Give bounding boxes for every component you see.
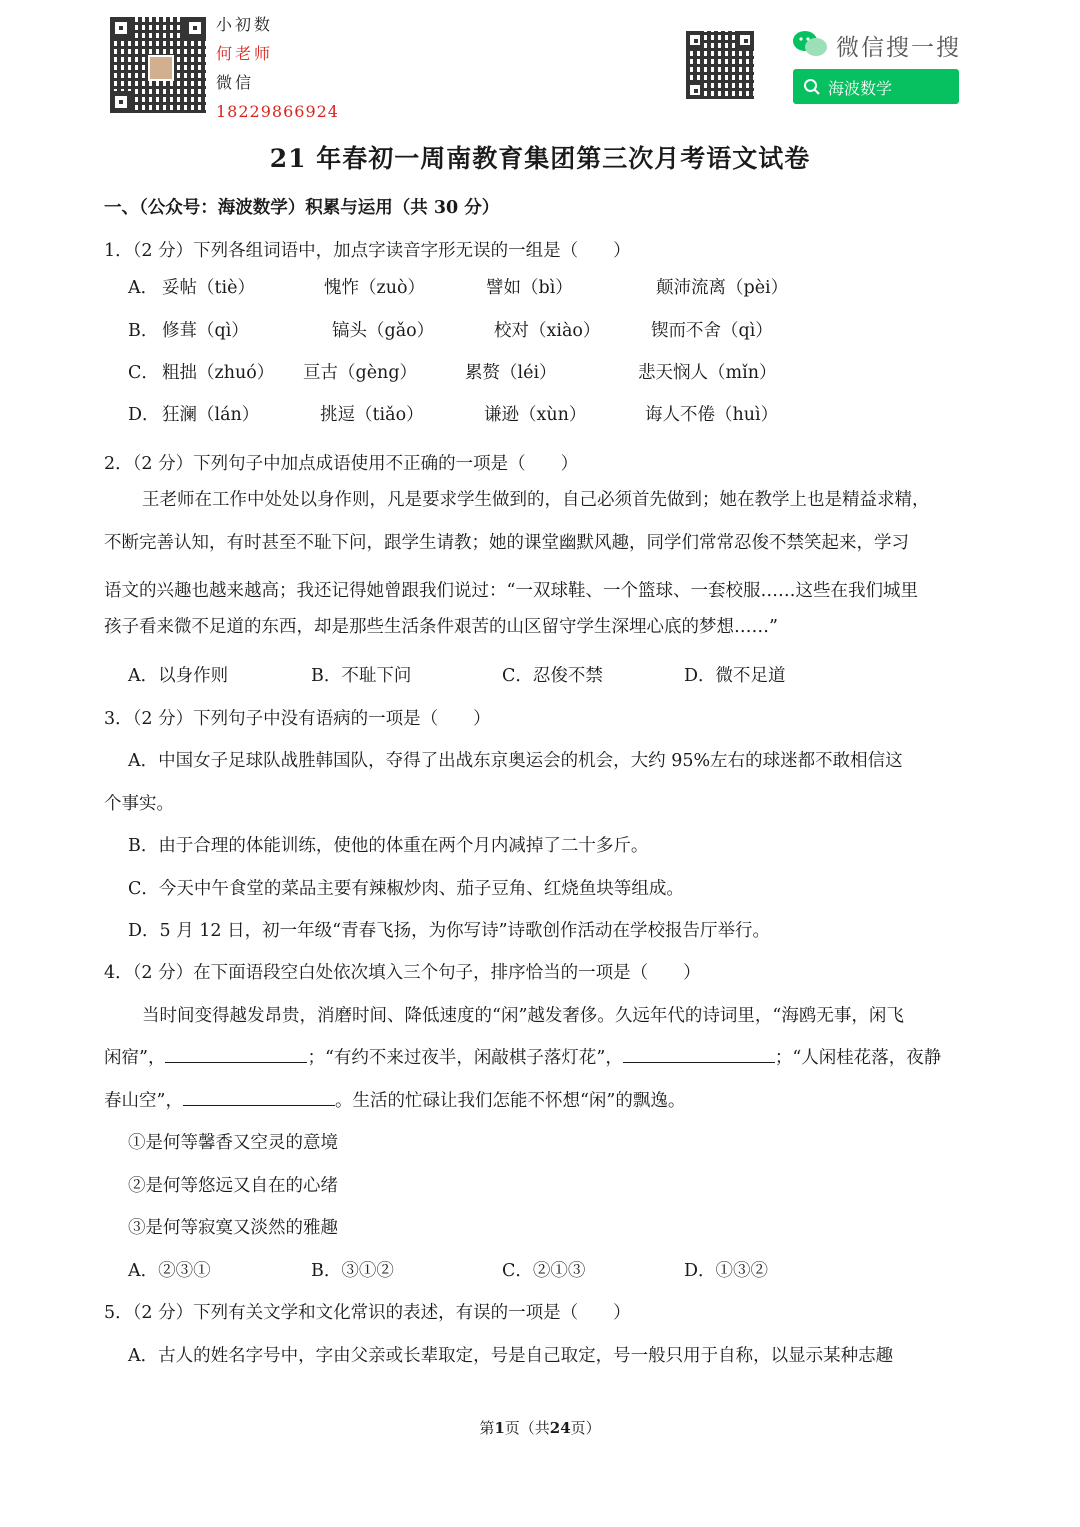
page-title: 21 年春初一周南教育集团第三次月考语文试卷: [269, 144, 811, 173]
choice-option-cont: 个事实。: [104, 794, 174, 814]
option-label: D．: [128, 405, 160, 425]
choice-option: B．由于合理的体能训练，使他的体重在两个月内减掉了二十多斤。: [128, 836, 649, 856]
choice-option: B．不耻下问: [311, 666, 412, 686]
choice-option: C．忍俊不禁: [502, 666, 603, 686]
contact-info: [216, 10, 339, 126]
page-total: 24: [549, 1419, 571, 1437]
option-item: 粗拙（zhuó）: [162, 363, 275, 383]
search-title: 微信搜一搜: [836, 35, 961, 61]
passage-text: 。生活的忙碌让我们怎能不怀想“闲”的飘逸。: [334, 1091, 686, 1111]
passage-line: 当时间变得越发昂贵，消磨时间、降低速度的“闲”越发奢侈。久远年代的诗词里，“海鸥无事，闲飞: [142, 1006, 904, 1026]
contact-phone: 18229866924: [216, 102, 339, 121]
option-item: 诲人不倦（huì）: [645, 405, 779, 425]
choice-option: D．微不足道: [684, 666, 786, 686]
question-stem: 5．（2 分）下列有关文学和文化常识的表述，有误的一项是（ ）: [104, 1303, 631, 1323]
option-item: 譬如（bì）: [486, 278, 573, 298]
option-label: B．: [128, 321, 159, 341]
footer-text: 页）: [570, 1419, 601, 1437]
sentence-option: ③是何等寂寞又淡然的雅趣: [128, 1218, 338, 1238]
option-label: C．: [128, 363, 159, 383]
passage-text: ；“人闲桂花落，夜静: [774, 1048, 942, 1068]
choice-option: A．古人的姓名字号中，字由父亲或长辈取定，号是自己取定，号一般只用于自称，以显示某种志趣: [128, 1346, 894, 1366]
footer-text: 页（共: [504, 1419, 550, 1437]
question-stem: 2．（2 分）下列句子中加点成语使用不正确的一项是（ ）: [104, 454, 579, 474]
section-heading: 一、（公众号：海波数学）积累与运用（共 30 分）: [104, 198, 500, 218]
choice-option: A．②③①: [128, 1261, 211, 1281]
contact-qr-code: [110, 17, 206, 113]
footer-text: 第: [479, 1419, 495, 1437]
option-item: 谦逊（xùn）: [484, 405, 587, 425]
choice-option: B．③①②: [311, 1261, 394, 1281]
passage-line: [104, 1044, 941, 1069]
sentence-option: ①是何等馨香又空灵的意境: [128, 1133, 338, 1153]
page-footer: [0, 1417, 1080, 1438]
choice-option: D．5 月 12 日，初一年级“青春飞扬，为你写诗”诗歌创作活动在学校报告厅举行。: [128, 921, 771, 941]
option-item: 镐头（gǎo）: [332, 321, 435, 341]
search-button[interactable]: [793, 69, 959, 104]
sentence-option: ②是何等悠远又自在的心绪: [128, 1176, 338, 1196]
passage-text: 春山空”，: [104, 1091, 183, 1111]
blank-line[interactable]: [623, 1044, 775, 1063]
option-item: 悲天悯人（mǐn）: [638, 363, 777, 383]
question-stem: 4．（2 分）在下面语段空白处依次填入三个句子，排序恰当的一项是（ ）: [104, 963, 701, 983]
contact-line: 何老师: [216, 44, 274, 63]
choice-option: C．今天中午食堂的菜品主要有辣椒炒肉、茄子豆角、红烧鱼块等组成。: [128, 879, 684, 899]
option-item: 亘古（gèng）: [303, 363, 418, 383]
choice-option: D．①③②: [684, 1261, 769, 1281]
avatar: [148, 55, 174, 81]
blank-line[interactable]: [183, 1087, 335, 1106]
passage-line: 不断完善认知，有时甚至不耻下问，跟学生请教；她的课堂幽默风趣，同学们常常忍俊不禁笑起来，学习: [104, 533, 909, 553]
question-stem: 3．（2 分）下列句子中没有语病的一项是（ ）: [104, 709, 491, 729]
wechat-qr-code: [686, 31, 754, 99]
search-button-label: 海波数学: [828, 79, 893, 98]
option-item: 挑逗（tiǎo）: [320, 405, 424, 425]
passage-line: 语文的兴趣也越来越高；我还记得她曾跟我们说过：“一双球鞋、一个篮球、一套校服……这些在我们城里: [104, 581, 918, 601]
option-item: 修葺（qì）: [162, 321, 249, 341]
wechat-icon: [792, 30, 828, 58]
blank-line[interactable]: [165, 1044, 307, 1063]
option-label: A．: [128, 278, 159, 298]
option-item: 狂澜（lán）: [162, 405, 260, 425]
choice-option: A．以身作则: [128, 666, 229, 686]
passage-line: 王老师在工作中处处以身作则，凡是要求学生做到的，自己必须首先做到；她在教学上也是精益求精，: [142, 490, 930, 510]
contact-line: 微信: [216, 73, 255, 92]
passage-line: [104, 1087, 685, 1112]
option-item: 颠沛流离（pèi）: [656, 278, 789, 298]
choice-option: A．中国女子足球队战胜韩国队，夺得了出战东京奥运会的机会，大约 95%左右的球迷都不敢相信这: [128, 751, 903, 771]
passage-text: ；“有约不来过夜半，闲敲棋子落灯花”，: [307, 1048, 623, 1068]
page-number: 1: [494, 1419, 505, 1437]
option-item: 愧怍（zuò）: [324, 278, 426, 298]
contact-line: 小初数: [216, 15, 274, 34]
option-item: 锲而不舍（qì）: [651, 321, 773, 341]
option-item: 妥帖（tiè）: [162, 278, 255, 298]
passage-text: 闲宿”，: [104, 1048, 166, 1068]
passage-line: 孩子看来微不足道的东西，却是那些生活条件艰苦的山区留守学生深埋心底的梦想……”: [104, 617, 778, 637]
option-item: 累赘（léi）: [465, 363, 557, 383]
question-stem: 1．（2 分）下列各组词语中，加点字读音字形无误的一组是（ ）: [104, 241, 631, 261]
search-icon: [803, 78, 821, 96]
choice-option: C．②①③: [502, 1261, 586, 1281]
option-item: 校对（xiào）: [494, 321, 601, 341]
